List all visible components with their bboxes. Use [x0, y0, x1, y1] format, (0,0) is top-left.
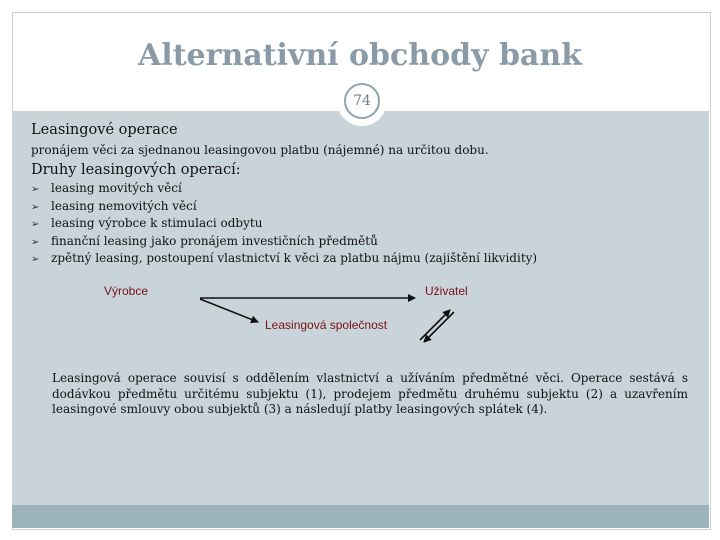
list-item-text: leasing nemovitých věcí — [51, 198, 197, 213]
heading-leasing-types: Druhy leasingových operací: — [31, 162, 241, 178]
page-number: 74 — [344, 83, 380, 119]
arrow-producer-to-company — [200, 299, 258, 322]
diagram-label-user: Uživatel — [425, 284, 468, 298]
arrow-bullet-icon: ➢ — [31, 201, 40, 213]
arrow-user-to-company — [424, 312, 454, 342]
arrow-company-to-user — [420, 310, 450, 340]
arrow-bullet-icon: ➢ — [31, 219, 40, 230]
list-item-text: finanční leasing jako pronájem investičních předmětů — [51, 233, 378, 248]
explanation-paragraph: Leasingová operace souvisí s oddělením vlastnictví a užíváním předmětné věci. Operace sestává s dodávkou předmětu určitému subjektu (1), prodejem předmětu druhému subjektu (2) a uzavřením leasingové smlouvy obou subjektů (3) a následují platby leasingových splátek (4). — [52, 371, 688, 416]
list-item-text: leasing výrobce k stimulaci odbytu — [51, 216, 263, 230]
diagram-label-company: Leasingová společnost — [265, 318, 388, 332]
arrow-bullet-icon: ➢ — [31, 236, 40, 248]
diagram-label-producer: Výrobce — [104, 284, 149, 298]
definition-text: pronájem věci za sjednanou leasingovou platbu (nájemné) na určitou dobu. — [31, 143, 489, 157]
slide-title: Alternativní obchody bank — [138, 38, 582, 73]
arrow-bullet-icon: ➢ — [31, 184, 40, 195]
arrow-bullet-icon: ➢ — [31, 254, 40, 265]
list-item-text: zpětný leasing, postoupení vlastnictví k věci za platbu nájmu (zajištění likvidity) — [51, 251, 538, 265]
heading-leasing-operations: Leasingové operace — [31, 122, 178, 138]
list-item-text: leasing movitých věcí — [51, 181, 182, 195]
